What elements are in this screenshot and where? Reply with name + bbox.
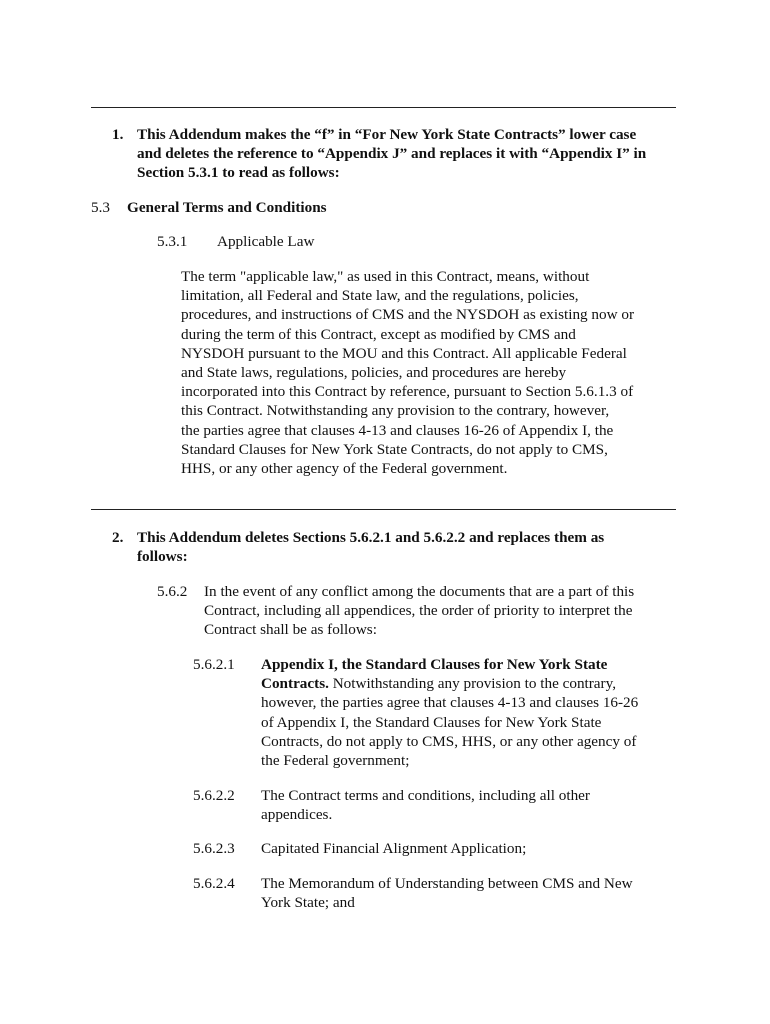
paragraph-line: HHS, or any other agency of the Federal government. [181,460,508,478]
item1-line: Section 5.3.1 to read as follows: [137,164,340,182]
paragraph-line: procedures, and instructions of CMS and the NYSDOH as existing now or [181,306,635,324]
paragraph-line: The Contract terms and conditions, including all other [261,787,590,804]
paragraph-line: during the term of this Contract, except as modified by CMS and [181,325,576,343]
contracts-bold-label: Contracts. [261,675,329,693]
paragraph-line: incorporated into this Contract by reference, pursuant to Section 5.6.1.3 of [181,383,634,401]
paragraph-line: York State; and [261,894,355,912]
section-5-6-2-text [204,582,694,640]
paragraph-line: Contract, including all appendices, the order of priority to interpret the [204,602,633,620]
paragraph-line: The term "applicable law," as used in this Contract, means, without [181,268,590,285]
paragraph-line: The Memorandum of Understanding between CMS and New [261,875,633,892]
paragraph-line: of Appendix I, the Standard Clauses for New York State [261,713,602,731]
item2-text [137,528,697,566]
paragraph-line: the parties agree that clauses 4-13 and clauses 16-26 of Appendix I, the [181,421,614,439]
paragraph-line: limitation, all Federal and State law, and the regulations, policies, [181,287,579,305]
section-5-6-2-2-number: 5.6.2.2 [193,787,235,804]
paragraph-line: Standard Clauses for New York State Contracts, do not apply to CMS, [181,440,608,458]
separator-rule-middle [91,509,676,510]
section-5-6-2-4-text [261,874,691,912]
paragraph-line: however, the parties agree that clauses 4-13 and clauses 16-26 [261,694,639,712]
item1-line: This Addendum makes the “f” in “For New York State Contracts” lower case [137,126,637,143]
section-5-6-2-1-number: 5.6.2.1 [193,656,235,673]
section-5-6-2-3-text [261,839,691,858]
paragraph-line: Capitated Financial Alignment Application; [261,840,527,857]
paragraph-line: the Federal government; [261,752,410,770]
paragraph-line: Contract shall be as follows: [204,621,377,639]
paragraph-line: NYSDOH pursuant to the MOU and this Contract. All applicable Federal [181,344,627,362]
section-5-6-2-3-number: 5.6.2.3 [193,840,235,857]
section-5-6-2-number: 5.6.2 [157,583,188,600]
paragraph-line: Contracts, do not apply to CMS, HHS, or any other agency of [261,732,637,750]
applicable-law-paragraph [181,267,681,478]
section-5-6-2-1-text [261,655,691,770]
paragraph-line-rest: Notwithstanding any provision to the contrary, [328,675,617,693]
item2-line: This Addendum deletes Sections 5.6.2.1 and 5.6.2.2 and replaces them as [137,529,605,546]
section-5-6-2-2-text [261,786,691,824]
section-5-3-number: 5.3 [91,199,110,216]
section-5-3-1-title: Applicable Law [217,233,315,250]
section-5-3-1-number: 5.3.1 [157,233,188,250]
item1-line: and deletes the reference to “Appendix J” and replaces it with “Appendix I” in [137,145,647,163]
paragraph-line: this Contract. Notwithstanding any provision to the contrary, however, [181,402,610,420]
paragraph-line [261,674,691,693]
item2-number: 2. [112,529,124,546]
item1-number: 1. [112,126,124,143]
paragraph-line: Appendix I, the Standard Clauses for New York State [261,656,608,673]
paragraph-line: In the event of any conflict among the documents that are a part of this [204,583,635,600]
paragraph-line: and State laws, regulations, policies, and procedures are hereby [181,364,567,382]
section-5-6-2-4-number: 5.6.2.4 [193,875,235,892]
separator-rule-top [91,107,676,108]
item1-text [137,125,697,183]
section-5-3-title: General Terms and Conditions [127,199,327,216]
paragraph-line: appendices. [261,806,333,824]
item2-line: follows: [137,548,188,566]
